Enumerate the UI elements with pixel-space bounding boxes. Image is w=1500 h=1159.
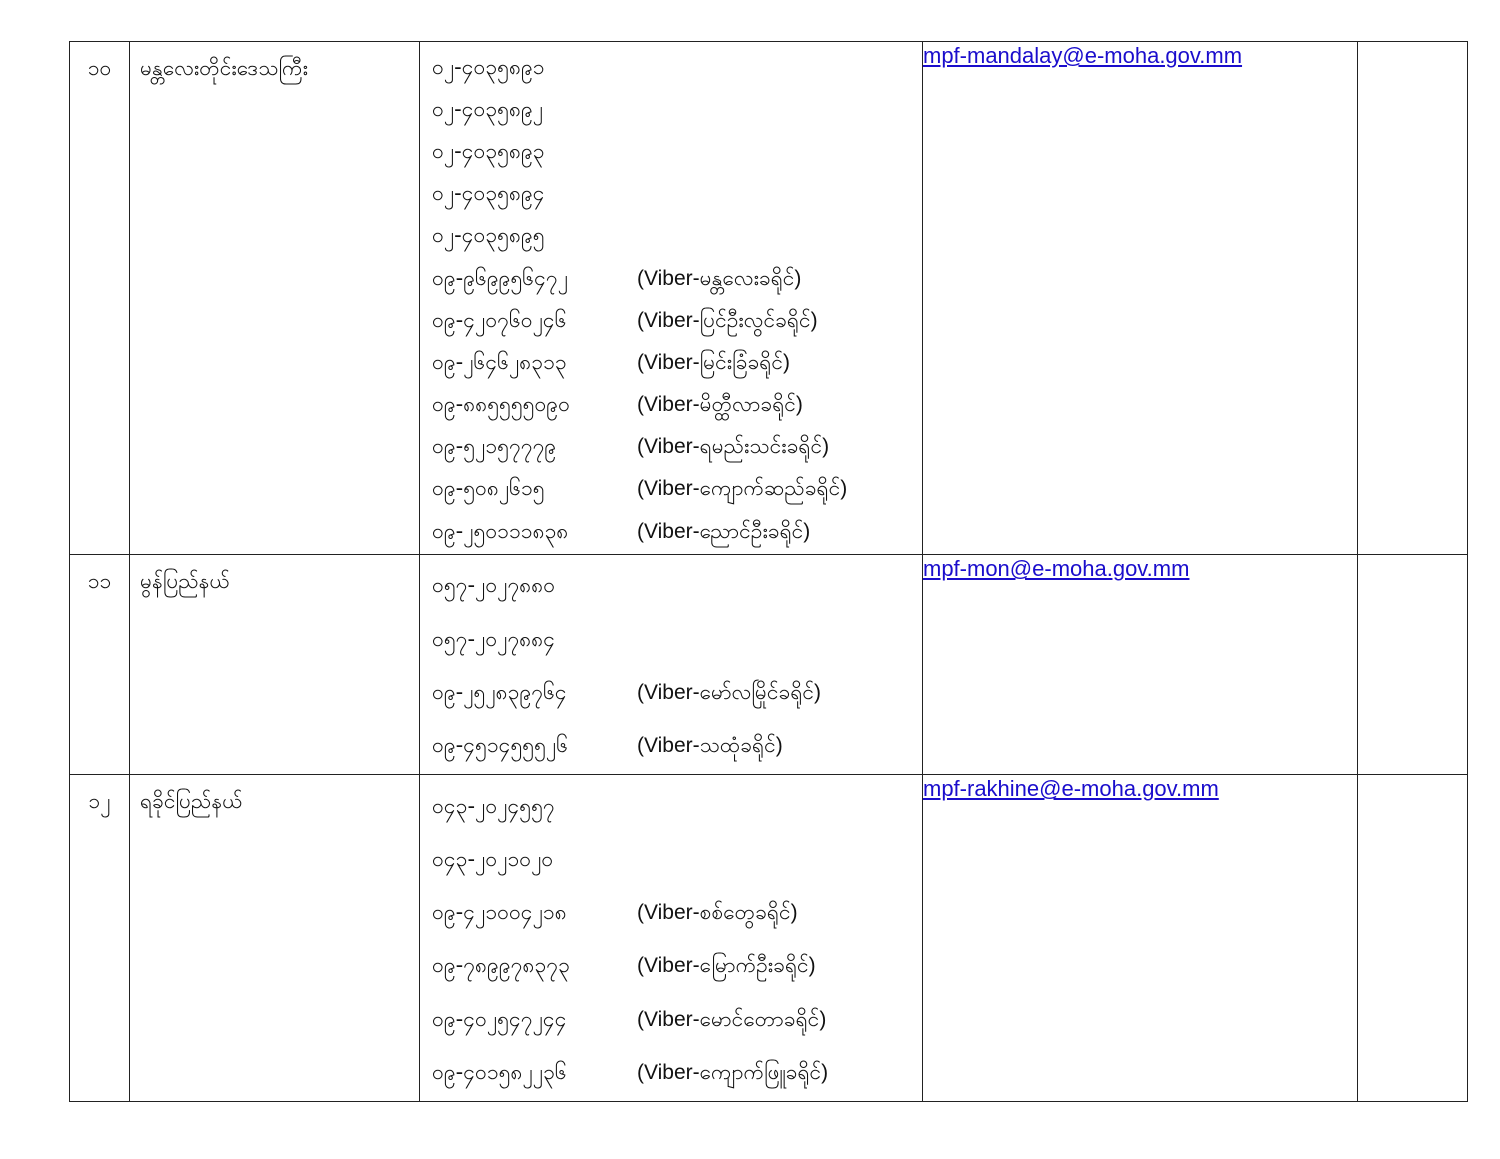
phone-number: ၀၉-၅၀၈၂၆၁၅ [432,476,545,501]
row-number-cell [70,775,130,1102]
row-number-cell [70,42,130,555]
phone-number: ၀၉-၄၂၀၇၆၀၂၄၆ [432,307,567,332]
phone-line [432,259,922,301]
phone-number: ၀၂-၄၀၃၅၈၉၄ [432,181,545,206]
phone-number: ၀၂-၄၀၃၅၈၉၃ [432,138,545,163]
phone-line [432,721,922,774]
phone-number: ၀၉-၂၅၀၁၁၁၈၃၈ [432,518,569,543]
table-row [70,555,1468,775]
phone-number: ၀၉-၉၆၉၉၅၆၄၇၂ [432,265,569,290]
phone-line [432,615,922,668]
email-cell [923,775,1358,1102]
phone-number: ၀၉-၇၈၉၉၇၈၃၇၃ [432,953,570,978]
phone-number: ၀၄၃-၂၀၂၁၀၂၀ [432,846,554,871]
phone-number: ၀၉-၄၀၂၅၄၇၂၄၄ [432,1006,567,1031]
phone-number: ၀၉-၄၂၁၀၀၄၂၁၈ [432,900,567,925]
viber-label: (Viber-မန္တလေးခရိုင်) [637,266,802,290]
email-link[interactable]: mpf-mon@e-moha.gov.mm [923,556,1190,582]
empty-cell [1358,42,1468,555]
viber-label: (Viber-မော်လမြိုင်ခရိုင်) [637,680,822,704]
region-cell [130,42,420,555]
phone-number: ၀၂-၄၀၃၅၈၉၁ [432,54,545,79]
phone-number: ၀၉-၅၂၁၅၇၇၇၉ [432,434,557,459]
phone-line [432,668,922,721]
phone-number: ၀၉-၄၅၁၄၅၅၅၂၆ [432,733,569,758]
table-row [70,42,1468,555]
region-name: မွန်ပြည်နယ် [140,569,230,594]
email-link[interactable]: mpf-mandalay@e-moha.gov.mm [923,43,1243,68]
phone-number: ၀၅၇-၂၀၂၇၈၈၀ [432,573,556,598]
viber-label: (Viber-မောင်တောခရိုင်) [637,1007,827,1031]
region-name: ရခိုင်ပြည်နယ် [140,789,243,814]
viber-label: (Viber-ကျောက်ဖြူခရိုင်) [637,1061,829,1085]
viber-label: (Viber-မြောက်ဦးခရိုင်) [637,954,816,978]
phone-line [432,995,922,1048]
phone-number: ၀၉-၈၈၅၅၅၅၀၉၀ [432,392,570,417]
phone-number: ၀၂-၄၀၃၅၈၉၅ [432,223,545,248]
email-cell [923,555,1358,775]
region-cell [130,555,420,775]
phone-line [432,888,922,941]
row-number: ၁၁ [87,569,112,594]
phone-line [432,781,922,834]
phone-line [432,941,922,994]
phone-number: ၀၉-၂၆၄၆၂၈၃၁၃ [432,349,567,374]
phone-line [432,386,922,428]
viber-label: (Viber-ရမည်းသင်းခရိုင်) [637,435,830,459]
viber-label: (Viber-စစ်တွေခရိုင်) [637,901,798,925]
contact-table [69,41,1468,1102]
phone-number: ၀၄၃-၂၀၂၄၅၅၇ [432,793,555,818]
viber-label: (Viber-သထုံခရိုင်) [637,734,783,758]
row-number-cell [70,555,130,775]
phone-line [432,470,922,512]
email-link[interactable]: mpf-rakhine@e-moha.gov.mm [923,776,1219,802]
phone-list [420,555,922,774]
phone-cell [420,555,923,775]
phone-line [432,561,922,614]
viber-label: (Viber-ညောင်ဦးခရိုင်) [637,519,811,543]
phone-list [420,775,922,1101]
phone-number: ၀၉-၄၀၁၅၈၂၂၃၆ [432,1060,567,1085]
phone-line [432,301,922,343]
phone-cell [420,775,923,1102]
region-cell [130,775,420,1102]
phone-line [432,217,922,259]
row-number: ၁၂ [88,789,111,814]
phone-line [432,132,922,174]
phone-line [432,90,922,132]
email-cell [923,42,1358,555]
empty-cell [1358,775,1468,1102]
phone-line [432,835,922,888]
empty-cell [1358,555,1468,775]
table-row [70,775,1468,1102]
phone-list [420,42,922,554]
phone-line [432,1048,922,1101]
region-name: မန္တလေးတိုင်းဒေသကြီး [140,56,308,80]
phone-line [432,343,922,385]
viber-label: (Viber-မိတ္ထီလာခရိုင်) [637,393,803,417]
phone-number: ၀၂-၄၀၃၅၈၉၂ [432,96,544,121]
phone-cell [420,42,923,555]
phone-line [432,428,922,470]
row-number: ၁၀ [87,56,112,80]
viber-label: (Viber-ပြင်ဦးလွင်ခရိုင်) [637,308,818,332]
phone-number: ၀၉-၂၅၂၈၃၉၇၆၄ [432,679,567,704]
viber-label: (Viber-ကျောက်ဆည်ခရိုင်) [637,477,848,501]
phone-line [432,48,922,90]
phone-line [432,512,922,554]
viber-label: (Viber-မြင်းခြံခရိုင်) [637,350,790,374]
phone-number: ၀၅၇-၂၀၂၇၈၈၄ [432,626,556,651]
phone-line [432,175,922,217]
